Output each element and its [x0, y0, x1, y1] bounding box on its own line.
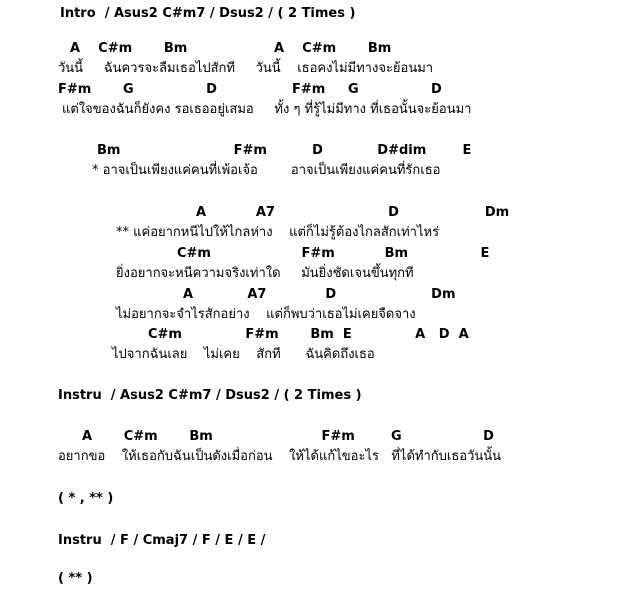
lyric-line: ยิ่งอยากจะหนีความจริงเท่าใด มันยิ่งชัดเจนขึ้นทุกที	[116, 266, 414, 281]
chord-line: F#m G D	[58, 82, 217, 97]
lyric-line: ไม่อยากจะจำไรสักอย่าง แต่ก็พบว่าเธอไม่เคยจืดจาง	[116, 307, 416, 322]
lyric-line: วันนี้ ฉันควรจะลืมเธอไปสักที วันนี้ เธอคงไม่มีทางจะย้อนมา	[58, 61, 434, 76]
chord-line: A A7 D Dm	[196, 205, 510, 220]
lyric-line: แต่ใจของฉันก็ยังคง รอเธออยู่เสมอ ทั้ง ๆ ที่รู้ไม่มีทาง ที่เธอนั้นจะย้อนมา	[62, 102, 472, 117]
chord-line: Bm F#m D D#dim E	[97, 143, 472, 158]
instru-line: Instru / Asus2 C#m7 / Dsus2 / ( 2 Times )	[58, 388, 362, 403]
repeat-line: ( ** )	[58, 571, 93, 586]
chord-line: C#m F#m Bm E A D A	[148, 327, 469, 342]
lyric-line: ไปจากฉันเลย ไม่เคย สักที ฉันคิดถึงเธอ	[112, 347, 375, 362]
chord-line: F#m G D	[292, 82, 442, 97]
chord-line: A C#m Bm	[274, 41, 392, 56]
instru-line: Instru / F / Cmaj7 / F / E / E /	[58, 533, 266, 548]
lyric-line: ** แค่อยากหนีไปให้ไกลห่าง แต่ก็ไม่รู้ต้องไกลสักเท่าไหร่	[116, 225, 440, 240]
lyric-line: อยากขอ ให้เธอกับฉันเป็นดังเมื่อก่อน ให้ได้แก้ไขอะไร ที่ได้ทำกับเธอวันนั้น	[58, 449, 502, 464]
chord-line: C#m F#m Bm E	[177, 246, 490, 261]
lyric-line: * อาจเป็นเพียงแค่คนที่เพ้อเจ้อ อาจเป็นเพียงแค่คนที่รักเธอ	[92, 163, 441, 178]
intro-line: Intro / Asus2 C#m7 / Dsus2 / ( 2 Times )	[60, 6, 356, 21]
chord-line: A C#m Bm F#m G D	[82, 429, 494, 444]
chord-line: A C#m Bm	[70, 41, 188, 56]
chord-line: A A7 D Dm	[183, 287, 456, 302]
repeat-line: ( * , ** )	[58, 491, 114, 506]
